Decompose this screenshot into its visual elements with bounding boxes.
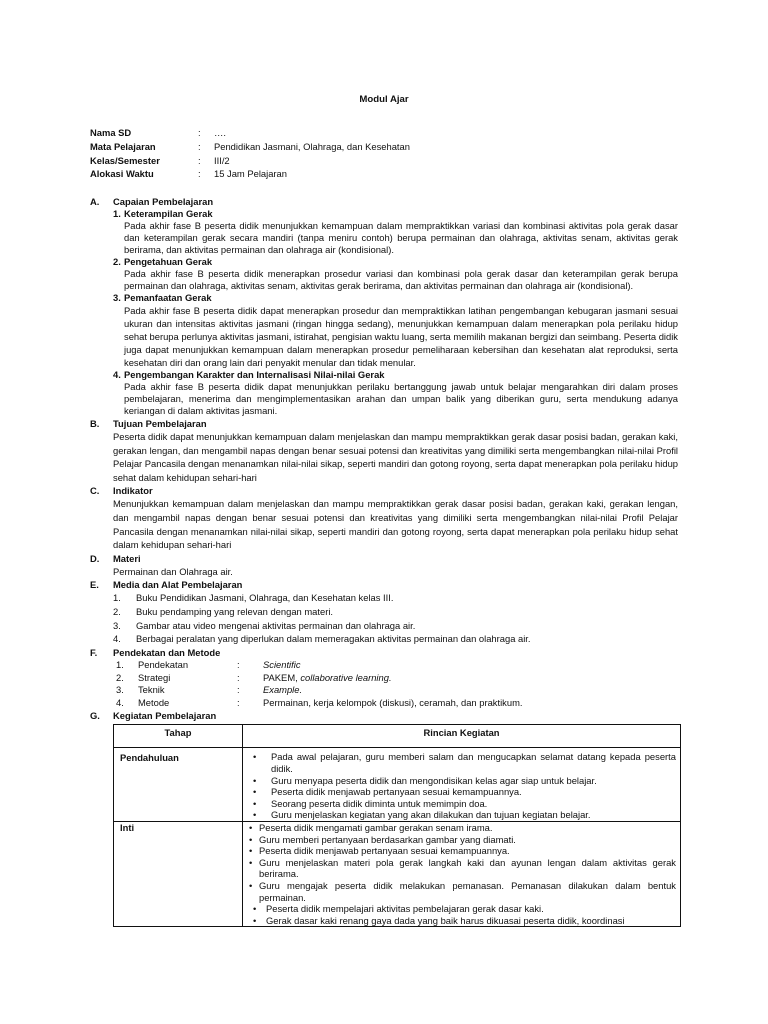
- identity-row: [90, 126, 410, 140]
- list-item: [113, 697, 678, 710]
- section-materi: [90, 552, 678, 579]
- table-header-row: [114, 725, 681, 748]
- list-item: [243, 822, 676, 834]
- list-item: [243, 786, 676, 798]
- section-tujuan: [90, 417, 678, 484]
- subsection-text: Pada akhir fase B peserta didik dapat menerapkan prosedur dan mempraktikkan latihan pengembangan kebugaran jasmani sesuai ukuran dan intensitas aktivitas jasmani (ringan hingga sedang), menunjukkan kemampuan dalam menerapkan pola perilaku hidup sehat berupa perlunya aktivitas jasmani, istirahat, pengisian waktu luang, serta memilih makanan bergizi dan seimbang. Peserta didik juga dapat menunjukkan kemampuan dalam menerapkan prosedur pemeliharaan kebersihan dan kesehatan alat reproduksi, serta kesehatan diri dan orang lain dari penyakit menular dan tidak menular.: [124, 305, 678, 368]
- bullet: •: [253, 786, 257, 798]
- activity-list: [243, 822, 680, 926]
- list-item: [113, 684, 678, 697]
- list-number: 3.: [116, 684, 124, 696]
- list-text: Gerak dasar kaki renang gaya dada yang baik harus dikuasai peserta didik, koordinasi: [266, 914, 625, 926]
- subsection-text: Pada akhir fase B peserta didik menunjukkan kemampuan dalam mempraktikkan variasi dan kombinasi aktivitas pola gerak dasar dan keterampilan gerak secara mandiri (tanpa meniru contoh) berupa permainan dan olahraga, aktivitas senam, aktivitas gerak berirama, dan aktivitas permainan dan olahraga air (kondisional).: [124, 220, 678, 255]
- approach-colon: :: [237, 671, 240, 683]
- approach-value-italic: collaborative learning.: [300, 671, 392, 683]
- section-media: [90, 578, 678, 646]
- list-text: Peserta didik menjawab pertanyaan sesuai kemampuannya.: [259, 845, 510, 857]
- list-text: Peserta didik menjawab pertanyaan sesuai kemampuannya.: [271, 786, 522, 798]
- identity-label: Nama SD: [90, 127, 132, 138]
- list-item: [243, 751, 676, 774]
- subsection-number: 1.: [113, 208, 121, 219]
- section-letter: E.: [90, 579, 99, 591]
- bullet: •: [253, 751, 257, 763]
- section-title: Indikator: [113, 485, 153, 497]
- approach-key: Metode: [138, 696, 170, 708]
- list-item: [113, 619, 678, 633]
- approach-value-plain: PAKEM,: [263, 671, 301, 683]
- section-pendekatan: [90, 646, 678, 709]
- section-heading: [90, 195, 678, 208]
- approach-value: Permainan, kerja kelompok (diskusi), ceramah, dan praktikum.: [263, 696, 523, 708]
- list-number: 3.: [113, 619, 121, 631]
- identity-value: III/2: [214, 154, 230, 166]
- document-title: Modul Ajar: [359, 94, 409, 105]
- subsection-title: Pemanfaatan Gerak: [124, 292, 212, 303]
- list-item: [113, 659, 678, 672]
- identity-label: Alokasi Waktu: [90, 168, 154, 180]
- activity-list: [243, 751, 680, 821]
- section-letter: C.: [90, 485, 100, 497]
- section-title: Capaian Pembelajaran: [113, 196, 214, 207]
- list-text: Peserta didik mempelajari aktivitas pembelajaran gerak dasar kaki.: [266, 903, 544, 915]
- section-title: Pendekatan dan Metode: [113, 647, 221, 659]
- list-item: [243, 880, 676, 903]
- approach-key: Strategi: [138, 671, 171, 683]
- table-header-tahap: Tahap: [114, 725, 243, 748]
- section-capaian: [90, 195, 678, 417]
- bullet: •: [249, 856, 253, 868]
- identity-value: ….: [214, 127, 226, 138]
- subsection-text: Pada akhir fase B peserta didik menerapkan prosedur variasi dan kombinasi pola gerak dasar dan keterampilan gerak berupa permainan dan olahraga, aktivitas senam, aktivitas gerak berirama, dan aktivitas permainan dan olahraga air (kondisional).: [124, 268, 678, 291]
- section-indikator: [90, 484, 678, 551]
- list-text: Buku pendamping yang relevan dengan materi.: [136, 606, 334, 618]
- bullet: •: [253, 797, 257, 809]
- subsection-text: Pada akhir fase B peserta didik dapat menunjukkan perilaku bertanggung jawab untuk belajar mengarahkan diri dalam proses pembelajaran, menerima dan mengimplementasikan arahan dan umpan balik yang diberikan guru, serta mendukung adanya keriangan di dalam aktivitas jasmani.: [124, 381, 678, 416]
- subsection-number: 4.: [113, 369, 121, 380]
- list-number: 1.: [113, 592, 121, 604]
- list-text: Seorang peserta didik diminta untuk memimpin doa.: [271, 797, 488, 809]
- subsection-title: Pengembangan Karakter dan Internalisasi Nilai-nilai Gerak: [124, 369, 385, 380]
- section-text: Menunjukkan kemampuan dalam menjelaskan dan mampu mempraktikkan gerak dasar posisi badan, gerakan kaki, gerakan lengan, dan mengambil napas dengan benar sesuai potensi dan kreativitas yang dimiliki serta mengembangkan nilai-nilai Profil Pelajar Pancasila dengan menanamkan nilai-nilai sikap, seperti mandiri dan gotong royong, serta dapat menerapkan pola perilaku hidup sehat dalam kehidupan sehari-hari: [113, 498, 678, 551]
- subsection-number: 3.: [113, 292, 121, 303]
- bullet: •: [249, 833, 253, 845]
- list-number: 4.: [116, 696, 124, 708]
- section-title: Media dan Alat Pembelajaran: [113, 579, 243, 591]
- section-title: Tujuan Pembelajaran: [113, 418, 207, 429]
- media-list: [113, 591, 678, 646]
- list-text: Guru menjelaskan kegiatan yang akan dilakukan dan tujuan kegiatan belajar.: [271, 809, 591, 821]
- list-item: [113, 591, 678, 605]
- subsection-title: Keterampilan Gerak: [124, 208, 213, 219]
- table-header-rincian: Rincian Kegiatan: [243, 725, 681, 748]
- approach-key: Pendekatan: [138, 659, 189, 671]
- section-heading: [90, 578, 678, 591]
- section-heading: [90, 709, 678, 722]
- subsection-heading: [113, 292, 678, 304]
- bullet: •: [249, 845, 253, 857]
- bullet: •: [253, 903, 257, 915]
- list-text: Guru menyapa peserta didik dan mengondisikan kelas agar siap untuk belajar.: [271, 774, 597, 786]
- list-number: 1.: [116, 659, 124, 671]
- approach-list: [113, 659, 678, 709]
- identity-colon: :: [198, 127, 201, 138]
- list-number: 4.: [113, 633, 121, 645]
- section-body: [113, 208, 678, 417]
- identity-row: [90, 167, 410, 181]
- subsection-heading: [113, 208, 678, 220]
- list-item: [243, 857, 676, 880]
- activity-table: [113, 724, 681, 927]
- list-item: [243, 903, 676, 915]
- approach-value: [263, 672, 392, 685]
- table-row: [114, 822, 681, 927]
- identity-colon: :: [198, 140, 201, 152]
- subsection-title: Pengetahuan Gerak: [124, 256, 213, 267]
- identity-colon: :: [198, 154, 201, 166]
- section-letter: G.: [90, 710, 100, 722]
- identity-value: Pendidikan Jasmani, Olahraga, dan Kesehatan: [214, 140, 410, 152]
- table-row: [114, 748, 681, 822]
- bullet: •: [253, 774, 257, 786]
- identity-label: Mata Pelajaran: [90, 140, 156, 152]
- list-text: Buku Pendidikan Jasmani, Olahraga, dan Kesehatan kelas III.: [136, 592, 394, 604]
- section-letter: D.: [90, 552, 100, 564]
- list-item: [243, 798, 676, 810]
- table-detail-cell: [243, 748, 681, 822]
- approach-value: Example.: [263, 684, 303, 696]
- list-text: Pada awal pelajaran, guru memberi salam dan mengucapkan selamat datang kepada peserta didik.: [271, 751, 676, 775]
- list-item: [243, 845, 676, 857]
- list-item: [113, 605, 678, 619]
- table-stage-cell: Pendahuluan: [114, 748, 243, 822]
- approach-value: Scientific: [263, 659, 301, 671]
- bullet: •: [249, 822, 253, 834]
- identity-row: [90, 154, 410, 168]
- list-text: Guru mengajak peserta didik melakukan pemanasan. Pemanasan dilakukan dalam bentuk permainan.: [259, 880, 676, 903]
- bullet: •: [249, 880, 253, 891]
- list-item: [243, 915, 676, 927]
- subsection-heading: [113, 256, 678, 268]
- identity-label: Kelas/Semester: [90, 154, 160, 166]
- section-kegiatan: [90, 709, 678, 927]
- approach-colon: :: [237, 696, 240, 708]
- section-title: Kegiatan Pembelajaran: [113, 710, 217, 722]
- section-text: Permainan dan Olahraga air.: [113, 565, 233, 577]
- section-heading: [90, 484, 678, 497]
- list-item: [243, 834, 676, 846]
- identity-value: 15 Jam Pelajaran: [214, 168, 287, 180]
- section-letter: A.: [90, 196, 100, 207]
- approach-colon: :: [237, 659, 240, 671]
- identity-row: [90, 140, 410, 154]
- list-item: [243, 809, 676, 821]
- document-body: [90, 195, 678, 927]
- identity-colon: :: [198, 168, 201, 180]
- list-text: Peserta didik mengamati gambar gerakan senam irama.: [259, 822, 493, 834]
- section-heading: [90, 646, 678, 659]
- section-text: Peserta didik dapat menunjukkan kemampuan dalam menjelaskan dan mampu mempraktikkan gerak dasar posisi badan, gerakan kaki, gerakan lengan, dan mengambil napas dengan benar sesuai potensi dan kreativitas yang dimiliki serta mengembangkan nilai-nilai Profil Pelajar Pancasila dengan menanamkan nilai-nilai sikap, seperti mandiri dan gotong royong, serta dapat menerapkan pola perilaku hidup sehat dalam kehidupan sehari-hari: [113, 431, 678, 483]
- table-detail-cell: [243, 822, 681, 927]
- section-heading: [90, 552, 678, 565]
- list-item: [243, 775, 676, 787]
- list-number: 2.: [113, 606, 121, 618]
- list-item: [113, 672, 678, 685]
- identity-block: [90, 126, 410, 181]
- list-text: Gambar atau video mengenai aktivitas permainan dan olahraga air.: [136, 619, 416, 631]
- bullet: •: [253, 914, 257, 926]
- subsection-heading: [113, 369, 678, 381]
- list-number: 2.: [116, 671, 124, 683]
- table-stage-cell: Inti: [114, 822, 243, 927]
- section-title: Materi: [113, 552, 141, 564]
- section-letter: B.: [90, 418, 100, 429]
- section-letter: F.: [90, 647, 98, 659]
- approach-colon: :: [237, 684, 240, 696]
- list-text: Guru memberi pertanyaan berdasarkan gambar yang diamati.: [259, 833, 516, 845]
- list-text: Guru menjelaskan materi pola gerak langkah kaki dan ayunan lengan dalam aktivitas gerak berirama.: [259, 856, 676, 880]
- bullet: •: [253, 809, 257, 821]
- list-item: [113, 632, 678, 646]
- section-body: [113, 724, 678, 927]
- subsection-number: 2.: [113, 256, 121, 267]
- section-heading: [90, 417, 678, 430]
- list-text: Berbagai peralatan yang diperlukan dalam memeragakan aktivitas permainan dan olahraga air.: [136, 633, 531, 645]
- approach-key: Teknik: [138, 684, 165, 696]
